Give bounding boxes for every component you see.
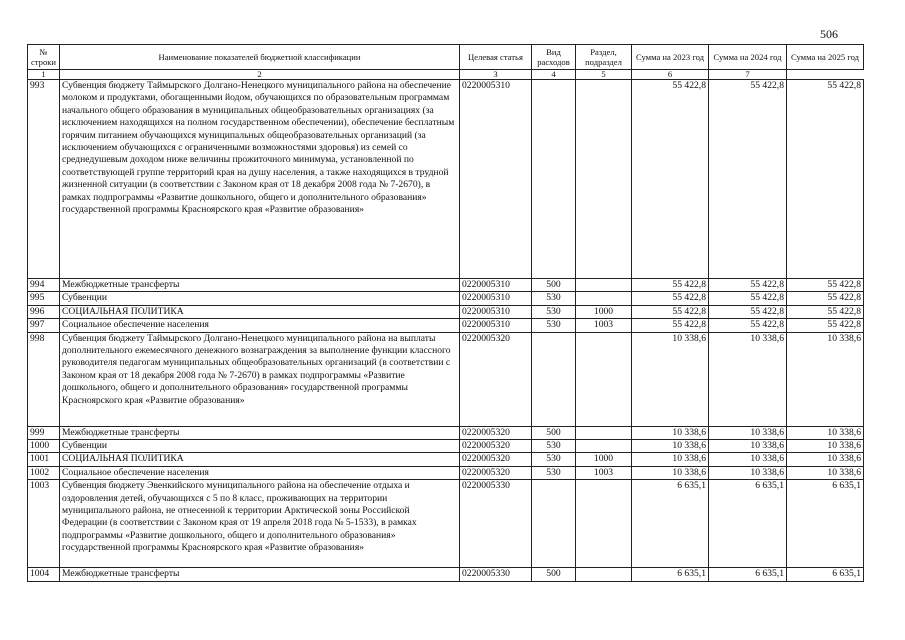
- table-row: [28, 466, 864, 479]
- row-name: СОЦИАЛЬНАЯ ПОЛИТИКА: [60, 453, 460, 466]
- row-section: [576, 480, 632, 568]
- row-name: Межбюджетные трансферты: [60, 279, 460, 292]
- row-number: 996: [28, 305, 60, 318]
- table-row: [28, 319, 864, 332]
- row-sum-2025: 6 635,1: [787, 480, 864, 568]
- row-sum-2025: 55 422,8: [787, 305, 864, 318]
- header-2023: Сумма на 2023 год: [632, 45, 709, 70]
- row-target-article: 0220005320: [460, 332, 532, 426]
- row-name: Субвенция бюджету Таймырского Долгано-Ненецкого муниципального района на обеспечение молоком и продуктами, обогащенными йодом, обучающихся по образовательным программам начального общего образования в муниципальных общеобразовательных организациях (за исключением находящихся на полном государственном обеспечении), обеспечение бесплатным горячим питанием обучающихся муниципальных общеобразовательных организаций (за исключением обучающихся с ограниченными возможностями здоровья) из семей со среднедушевым доходом ниже величины прожиточного минимума, установленной по соответствующей группе территорий края на душу населения, а также находящихся в трудной жизненной ситуации (в соответствии с Законом края от 18 декабря 2008 года № 7-2670), в рамках подпрограммы «Развитие дошкольного, общего и дополнительного образования» государственной программы Красноярского края «Развитие образования»: [60, 80, 460, 279]
- row-section: [576, 440, 632, 453]
- row-name: СОЦИАЛЬНАЯ ПОЛИТИКА: [60, 305, 460, 318]
- row-target-article: 0220005310: [460, 319, 532, 332]
- row-sum-2023: 10 338,6: [632, 440, 709, 453]
- column-number: 7: [709, 70, 787, 80]
- row-sum-2025: 55 422,8: [787, 292, 864, 305]
- row-sum-2025: 55 422,8: [787, 279, 864, 292]
- table-row: [28, 453, 864, 466]
- row-section: 1000: [576, 305, 632, 318]
- row-expense-type: 500: [532, 568, 576, 581]
- column-number: 4: [532, 70, 576, 80]
- row-number: 1002: [28, 466, 60, 479]
- row-sum-2023: 10 338,6: [632, 466, 709, 479]
- table-row: [28, 305, 864, 318]
- row-expense-type: 500: [532, 279, 576, 292]
- table-row: [28, 279, 864, 292]
- header-name: Наименование показателей бюджетной классификации: [60, 45, 460, 70]
- table-row: [28, 568, 864, 581]
- row-number: 998: [28, 332, 60, 426]
- row-target-article: 0220005320: [460, 440, 532, 453]
- column-number: 3: [460, 70, 532, 80]
- row-name: Субвенция бюджету Таймырского Долгано-Ненецкого муниципального района на выплаты дополнительного ежемесячного денежного вознаграждения за выполнение функции классного руководителя педагогам муниципальных общеобразовательных организаций (в соответствии с Законом края от 18 декабря 2008 года № 7-2670) в рамках подпрограммы «Развитие дошкольного, общего и дополнительного образования» государственной программы Красноярского края «Развитие образования»: [60, 332, 460, 426]
- row-sum-2025: 55 422,8: [787, 80, 864, 279]
- row-number: 1001: [28, 453, 60, 466]
- row-number: 994: [28, 279, 60, 292]
- row-expense-type: 530: [532, 305, 576, 318]
- row-expense-type: [532, 332, 576, 426]
- row-sum-2024: 55 422,8: [709, 319, 787, 332]
- row-expense-type: 500: [532, 426, 576, 439]
- header-row: [28, 45, 864, 70]
- column-number: 6: [632, 70, 709, 80]
- row-sum-2024: 6 635,1: [709, 480, 787, 568]
- page-number: 506: [820, 27, 838, 41]
- header-sec: Раздел, подраздел: [576, 45, 632, 70]
- row-sum-2023: 55 422,8: [632, 279, 709, 292]
- row-section: [576, 292, 632, 305]
- row-sum-2024: 6 635,1: [709, 568, 787, 581]
- row-sum-2024: 10 338,6: [709, 332, 787, 426]
- row-name: Субвенция бюджету Эвенкийского муниципального района на обеспечение отдыха и оздоровления детей, обучающихся с 5 по 8 класс, проживающих на территории муниципального района, не отнесенной к территории Арктической зоны Российской Федерации (в соответствии с Законом края от 19 апреля 2018 года № 5-1533), в рамках подпрограммы «Развитие дошкольного, общего и дополнительного образования» государственной программы Красноярского края «Развитие образования»: [60, 480, 460, 568]
- row-name: Межбюджетные трансферты: [60, 426, 460, 439]
- row-target-article: 0220005310: [460, 292, 532, 305]
- row-sum-2024: 10 338,6: [709, 466, 787, 479]
- header-2025: Сумма на 2025 год: [787, 45, 864, 70]
- row-expense-type: 530: [532, 466, 576, 479]
- row-sum-2023: 55 422,8: [632, 80, 709, 279]
- row-number: 997: [28, 319, 60, 332]
- row-number: 999: [28, 426, 60, 439]
- row-sum-2023: 10 338,6: [632, 453, 709, 466]
- row-target-article: 0220005310: [460, 305, 532, 318]
- row-number: 1004: [28, 568, 60, 581]
- row-expense-type: [532, 480, 576, 568]
- row-number: 995: [28, 292, 60, 305]
- row-number: 1003: [28, 480, 60, 568]
- row-name: Субвенции: [60, 440, 460, 453]
- row-section: 1003: [576, 319, 632, 332]
- row-sum-2025: 55 422,8: [787, 319, 864, 332]
- row-sum-2024: 10 338,6: [709, 440, 787, 453]
- row-name: Межбюджетные трансферты: [60, 568, 460, 581]
- row-target-article: 0220005330: [460, 480, 532, 568]
- budget-table: [27, 44, 864, 582]
- row-section: 1003: [576, 466, 632, 479]
- row-expense-type: 530: [532, 292, 576, 305]
- row-expense-type: 530: [532, 440, 576, 453]
- row-section: [576, 80, 632, 279]
- row-target-article: 0220005320: [460, 453, 532, 466]
- header-num: № строки: [28, 45, 60, 70]
- table-row: [28, 480, 864, 568]
- row-sum-2024: 55 422,8: [709, 292, 787, 305]
- row-sum-2025: 10 338,6: [787, 453, 864, 466]
- row-name: Социальное обеспечение населения: [60, 466, 460, 479]
- row-name: Субвенции: [60, 292, 460, 305]
- row-section: [576, 426, 632, 439]
- row-sum-2025: 10 338,6: [787, 332, 864, 426]
- row-target-article: 0220005330: [460, 568, 532, 581]
- row-target-article: 0220005320: [460, 466, 532, 479]
- row-sum-2023: 6 635,1: [632, 480, 709, 568]
- row-sum-2025: 10 338,6: [787, 426, 864, 439]
- table-row: [28, 426, 864, 439]
- row-sum-2023: 10 338,6: [632, 332, 709, 426]
- row-sum-2024: 55 422,8: [709, 80, 787, 279]
- table-row: [28, 440, 864, 453]
- row-expense-type: 530: [532, 453, 576, 466]
- row-name: Социальное обеспечение населения: [60, 319, 460, 332]
- row-sum-2023: 10 338,6: [632, 426, 709, 439]
- row-section: [576, 568, 632, 581]
- row-section: [576, 279, 632, 292]
- row-sum-2024: 55 422,8: [709, 305, 787, 318]
- row-sum-2025: 6 635,1: [787, 568, 864, 581]
- row-sum-2023: 6 635,1: [632, 568, 709, 581]
- row-sum-2023: 55 422,8: [632, 319, 709, 332]
- row-expense-type: [532, 80, 576, 279]
- row-section: [576, 332, 632, 426]
- row-target-article: 0220005320: [460, 426, 532, 439]
- row-expense-type: 530: [532, 319, 576, 332]
- row-target-article: 0220005310: [460, 80, 532, 279]
- row-section: 1000: [576, 453, 632, 466]
- row-sum-2025: 10 338,6: [787, 440, 864, 453]
- row-number: 993: [28, 80, 60, 279]
- column-number: 5: [576, 70, 632, 80]
- table-row: [28, 80, 864, 279]
- header-target: Целевая статья: [460, 45, 532, 70]
- row-sum-2024: 10 338,6: [709, 453, 787, 466]
- table-row: [28, 292, 864, 305]
- column-number-row: [28, 70, 864, 80]
- row-sum-2023: 55 422,8: [632, 292, 709, 305]
- row-sum-2024: 55 422,8: [709, 279, 787, 292]
- row-sum-2024: 10 338,6: [709, 426, 787, 439]
- row-number: 1000: [28, 440, 60, 453]
- row-target-article: 0220005310: [460, 279, 532, 292]
- header-exp: Вид расходов: [532, 45, 576, 70]
- row-sum-2025: 10 338,6: [787, 466, 864, 479]
- header-2024: Сумма на 2024 год: [709, 45, 787, 70]
- column-number: 1: [28, 70, 60, 80]
- row-sum-2023: 55 422,8: [632, 305, 709, 318]
- table-row: [28, 332, 864, 426]
- column-number: 2: [60, 70, 460, 80]
